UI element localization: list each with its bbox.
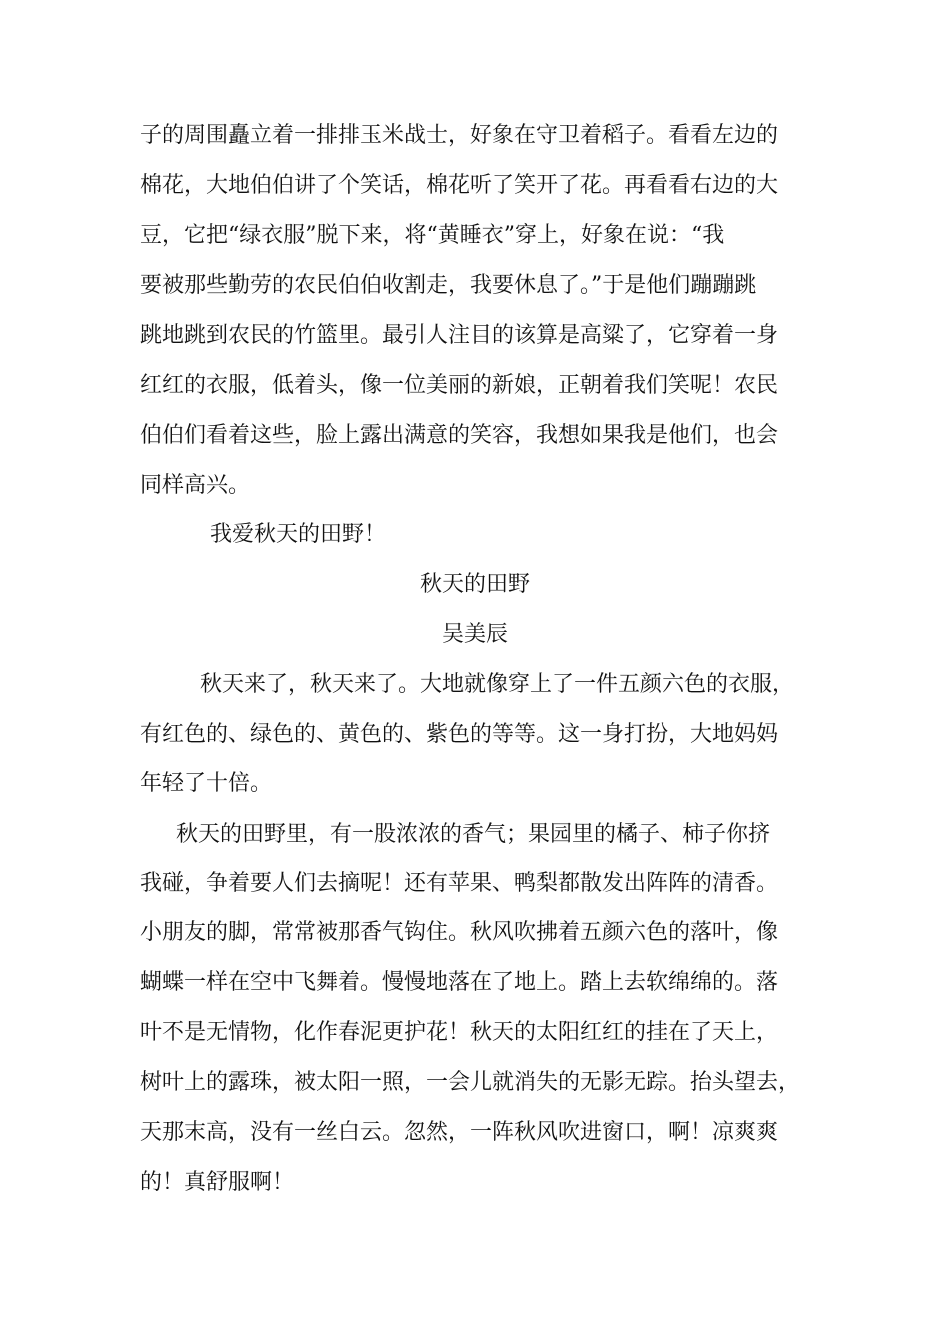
text-line: 跳地跳到农民的竹篮里。最引人注目的该算是高粱了，它穿着一身 xyxy=(140,323,779,348)
text-line: 子的周围矗立着一排排玉米战士，好象在守卫着稻子。看看左边的 xyxy=(140,123,779,148)
text-line: 有红色的、绿色的、黄色的、紫色的等等。这一身打扮，大地妈妈 xyxy=(140,722,779,747)
essay-title: 秋天的田野 xyxy=(419,572,530,597)
text-line: 年轻了十倍。 xyxy=(140,771,273,796)
text-line: 的！真舒服啊！ xyxy=(140,1170,295,1195)
text-line: 蝴蝶一样在空中飞舞着。慢慢地落在了地上。踏上去软绵绵的。落 xyxy=(140,970,779,995)
text-line: 豆，它把“绿衣服”脱下来，将“黄睡衣”穿上，好象在说：“我 xyxy=(140,223,725,248)
text-line: 同样高兴。 xyxy=(140,473,251,498)
essay-author: 吴美辰 xyxy=(441,622,508,647)
text-line: 秋天来了，秋天来了。大地就像穿上了一件五颜六色的衣服， xyxy=(200,672,795,697)
text-line: 棉花，大地伯伯讲了个笑话，棉花听了笑开了花。再看看右边的大 xyxy=(140,173,779,198)
closing-line: 我爱秋天的田野！ xyxy=(210,522,387,547)
text-line: 我碰，争着要人们去摘呢！还有苹果、鸭梨都散发出阵阵的清香。 xyxy=(140,871,779,896)
text-line: 天那末高，没有一丝白云。忽然，一阵秋风吹进窗口，啊！凉爽爽 xyxy=(140,1120,779,1145)
text-line: 秋天的田野里，有一股浓浓的香气；果园里的橘子、柿子你挤 xyxy=(176,822,771,847)
text-line: 要被那些勤劳的农民伯伯收割走，我要休息了。”于是他们蹦蹦跳 xyxy=(140,273,757,298)
text-line: 树叶上的露珠，被太阳一照，一会儿就消失的无影无踪。抬头望去， xyxy=(140,1070,801,1095)
text-line: 红红的衣服，低着头，像一位美丽的新娘，正朝着我们笑呢！农民 xyxy=(140,373,779,398)
text-line: 伯伯们看着这些，脸上露出满意的笑容，我想如果我是他们，也会 xyxy=(140,423,779,448)
text-line: 叶不是无情物，化作春泥更护花！秋天的太阳红红的挂在了天上， xyxy=(140,1020,779,1045)
text-line: 小朋友的脚，常常被那香气钩住。秋风吹拂着五颜六色的落叶，像 xyxy=(140,920,779,945)
